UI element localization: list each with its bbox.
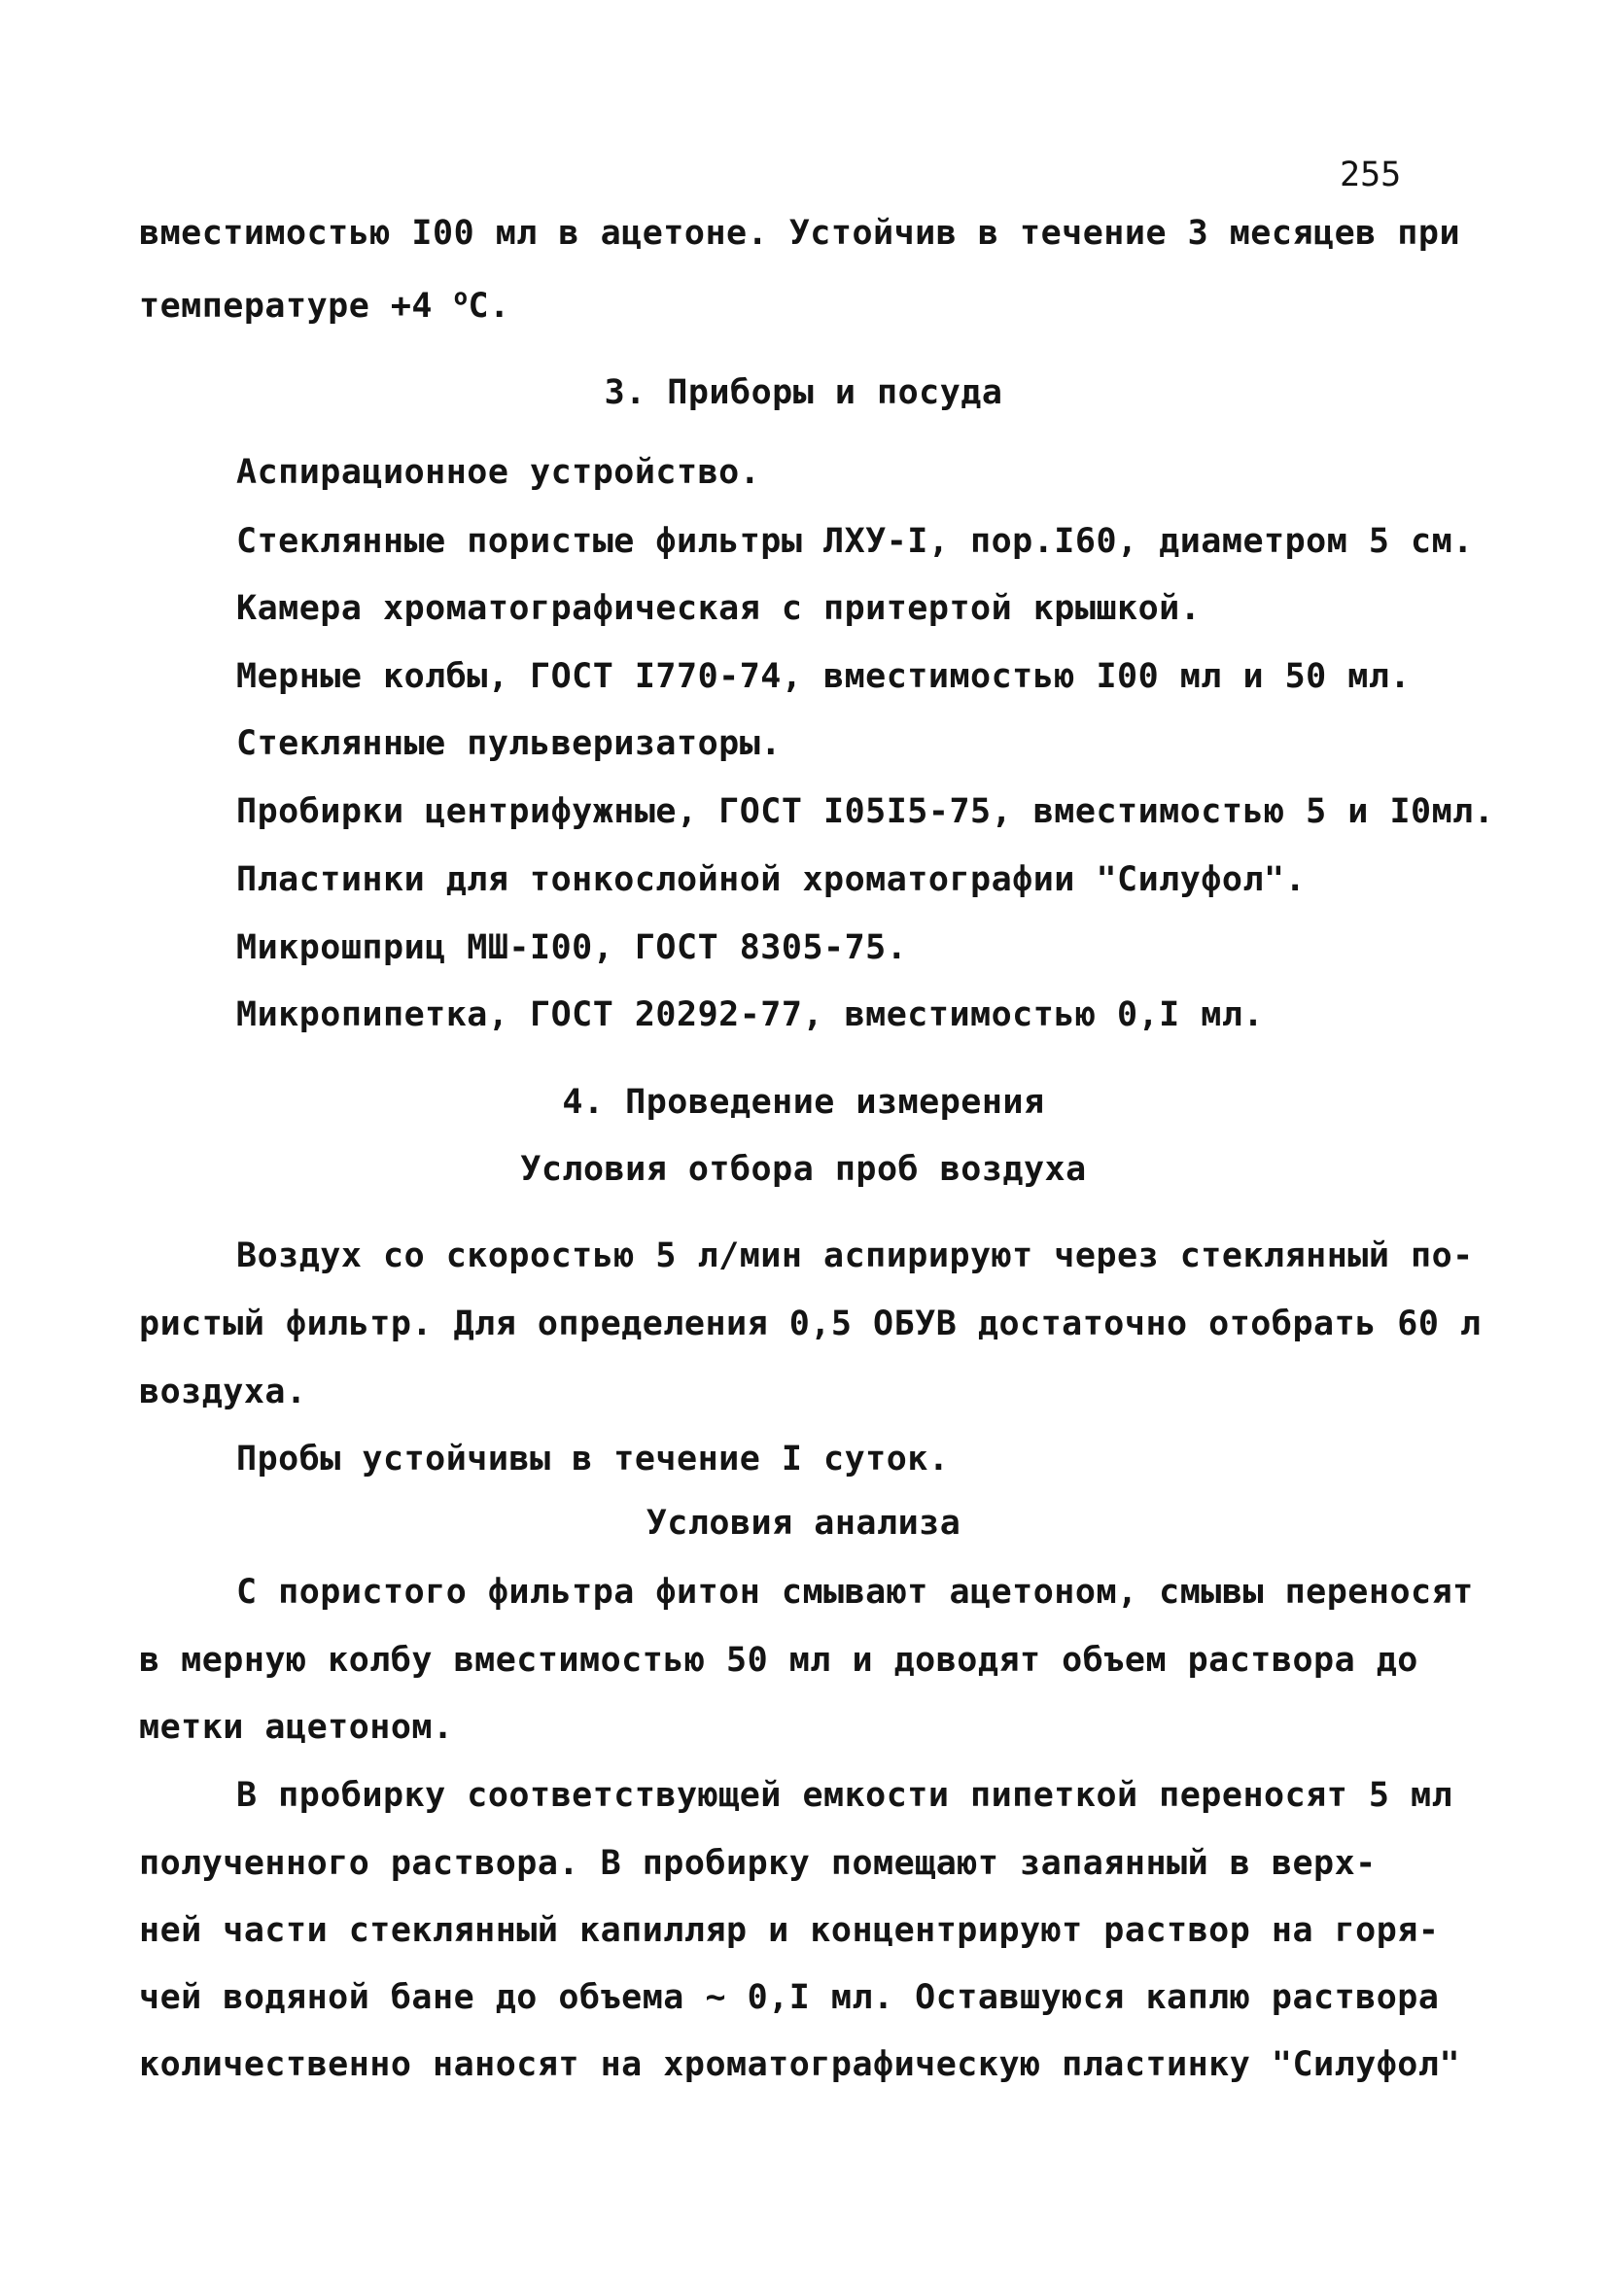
paragraph-line: Воздух со скоростью 5 л/мин аспирируют через стеклянный по-: [236, 1236, 1474, 1275]
list-item: Микрошприц МШ-I00, ГОСТ 8305-75.: [236, 928, 908, 967]
text-line: вместимостью I00 мл в ацетоне. Устойчив в течение 3 месяцев при: [139, 214, 1461, 253]
list-item: Пробирки центрифужные, ГОСТ I05I5-75, вместимостью 5 и I0мл.: [236, 792, 1495, 831]
list-item: Стеклянные пульверизаторы.: [236, 724, 782, 763]
paragraph-line: С пористого фильтра фитон смывают ацетоном, смывы переносят: [236, 1573, 1474, 1612]
paragraph-line: ристый фильтр. Для определения 0,5 ОБУВ достаточно отобрать 60 л: [139, 1305, 1482, 1343]
paragraph-line: чей водяной бане до объема ~ 0,I мл. Оставшуюся каплю раствора: [139, 1978, 1440, 2017]
paragraph-line: Пробы устойчивы в течение I суток.: [236, 1440, 950, 1478]
subsection-heading: Условия отбора проб воздуха: [520, 1150, 1087, 1189]
text-line: [139, 285, 510, 328]
list-item: Мерные колбы, ГОСТ I770-74, вместимостью I00 мл и 50 мл.: [236, 657, 1412, 696]
page-number: 255: [1340, 156, 1402, 194]
list-item: Микропипетка, ГОСТ 20292-77, вместимостью 0,I мл.: [236, 995, 1265, 1034]
text-fragment: температуре +4: [139, 287, 454, 326]
section-heading: 3. Приборы и посуда: [604, 373, 1003, 412]
paragraph-line: ней части стеклянный капилляр и концентрируют раствор на горя-: [139, 1911, 1440, 1950]
text-fragment: С.: [468, 287, 510, 326]
paragraph-line: полученного раствора. В пробирку помещают запаянный в верх-: [139, 1844, 1377, 1883]
list-item: Аспирационное устройство.: [236, 453, 761, 492]
paragraph-line: воздуха.: [139, 1373, 307, 1411]
paragraph-line: количественно наносят на хроматографическую пластинку "Силуфол": [139, 2045, 1461, 2084]
list-item: Стеклянные пористые фильтры ЛХУ-I, пор.I60, диаметром 5 см.: [236, 522, 1474, 561]
list-item: Камера хроматографическая с притертой крышкой.: [236, 589, 1202, 628]
paragraph-line: В пробирку соответствующей емкости пипеткой переносят 5 мл: [236, 1776, 1453, 1815]
paragraph-line: в мерную колбу вместимостью 50 мл и доводят объем раствора до: [139, 1641, 1418, 1680]
degree-sign: о: [453, 283, 469, 311]
paragraph-line: метки ацетоном.: [139, 1708, 454, 1747]
subsection-heading: Условия анализа: [646, 1504, 961, 1543]
section-heading: 4. Проведение измерения: [562, 1083, 1045, 1122]
list-item: Пластинки для тонкослойной хроматографии "Силуфол".: [236, 860, 1307, 899]
